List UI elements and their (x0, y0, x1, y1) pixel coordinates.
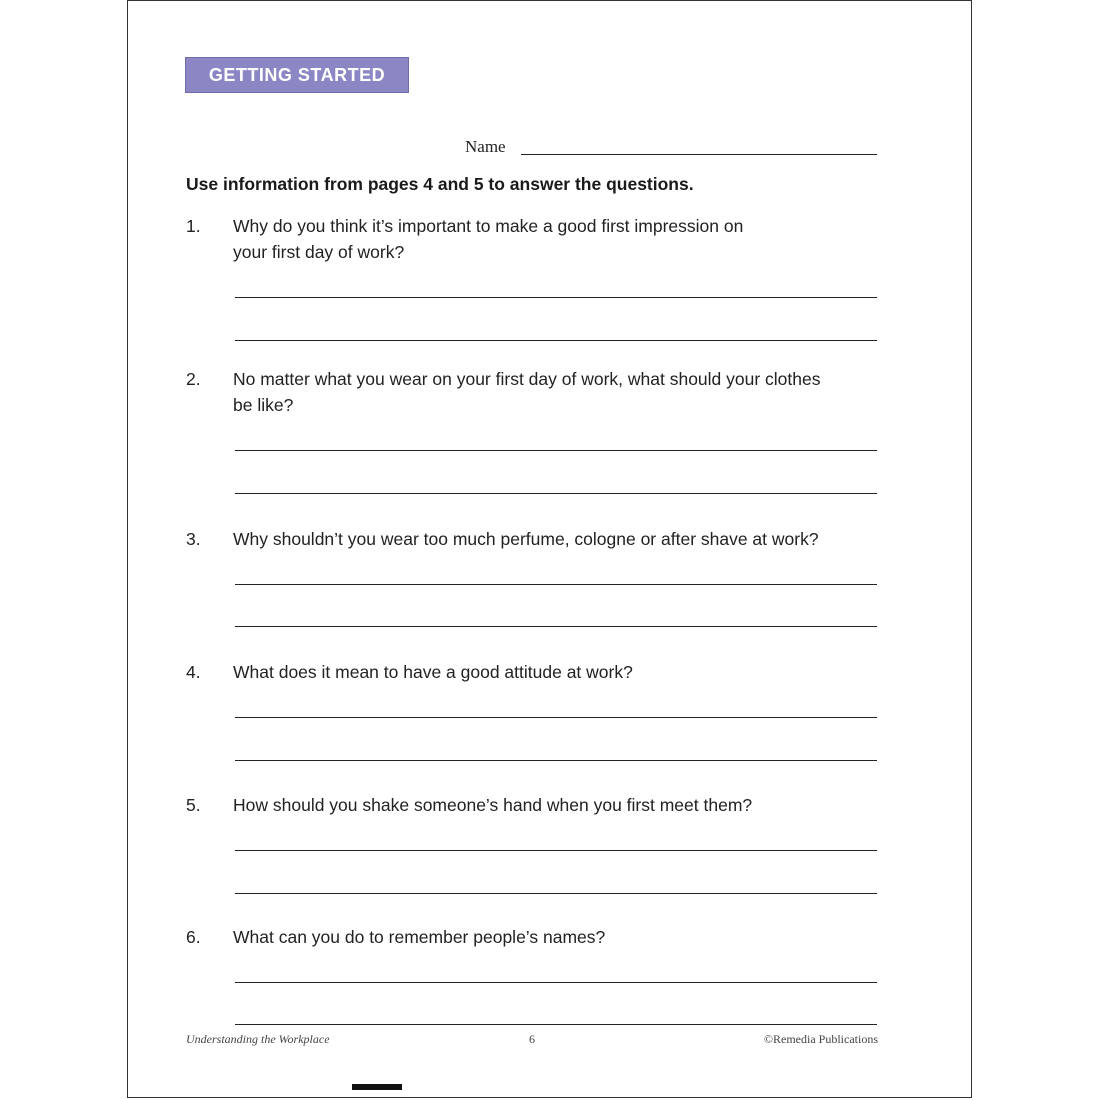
name-field[interactable] (521, 154, 877, 155)
section-title-badge: GETTING STARTED (185, 57, 409, 93)
answer-line[interactable] (235, 760, 877, 761)
question-number: 2. (186, 369, 201, 389)
answer-line[interactable] (235, 340, 877, 341)
question-text (233, 366, 821, 418)
instructions: Use information from pages 4 and 5 to answer the questions. (186, 174, 694, 194)
answer-line[interactable] (235, 1024, 877, 1025)
answer-line[interactable] (235, 626, 877, 627)
name-label: Name (465, 137, 506, 156)
question-text-line: be like? (233, 395, 294, 415)
answer-line[interactable] (235, 297, 877, 298)
footer-publisher: ©Remedia Publications (763, 1032, 878, 1046)
question-number: 3. (186, 529, 201, 549)
answer-line[interactable] (235, 493, 877, 494)
answer-line[interactable] (235, 850, 877, 851)
question-number: 5. (186, 795, 201, 815)
question-number: 6. (186, 927, 201, 947)
question-number: 1. (186, 216, 201, 236)
answer-line[interactable] (235, 982, 877, 983)
question-text-line: Why shouldn’t you wear too much perfume, cologne or after shave at work? (233, 529, 819, 549)
question-text (233, 526, 819, 552)
question-text (233, 924, 605, 950)
question-text-line: How should you shake someone’s hand when you first meet them? (233, 795, 753, 815)
question-text (233, 659, 633, 685)
bottom-mark (352, 1084, 402, 1090)
question-text (233, 213, 743, 265)
question-text (233, 792, 752, 818)
answer-line[interactable] (235, 893, 877, 894)
question-number: 4. (186, 662, 201, 682)
answer-line[interactable] (235, 584, 877, 585)
footer-book-title: Understanding the Workplace (186, 1032, 330, 1046)
question-text-line: your first day of work? (233, 242, 405, 262)
footer-page-number: 6 (529, 1032, 535, 1046)
question-text-line: Why do you think it’s important to make a good first impression on (233, 216, 744, 236)
question-text-line: No matter what you wear on your first day of work, what should your clothes (233, 369, 821, 389)
question-text-line: What can you do to remember people’s names? (233, 927, 606, 947)
answer-line[interactable] (235, 717, 877, 718)
question-text-line: What does it mean to have a good attitude at work? (233, 662, 633, 682)
answer-line[interactable] (235, 450, 877, 451)
